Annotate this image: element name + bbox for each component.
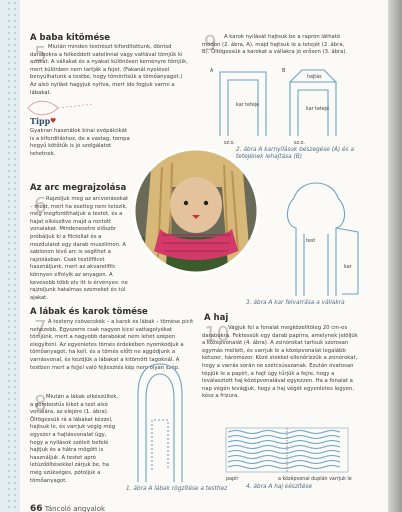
fig2-label-sz-o-2: sz.o.: [294, 141, 305, 146]
section-title-legs: A lábak és karok tömése: [30, 307, 148, 317]
fig4-label-papir: papír: [226, 477, 239, 482]
fig2-label-hajtas: hajtás: [307, 75, 322, 80]
section-title-hair: A haj: [204, 313, 229, 323]
step-number-9: 9: [204, 31, 217, 55]
fig2-label-sz-o-1: sz.o.: [224, 141, 235, 146]
figure-3-caption: 3. ábra A kar felvarrása a vállakra: [246, 300, 345, 306]
fig3-label-kar: kar: [344, 265, 352, 270]
step7-text: A testeny csövecskék – a karok és lábak – tömése picit nehezebb. Egyszerre csak nagyon kicsi vattagolyókat tömjünk, mert a nagyobb darabokat nem lehet szépen elegyíteni. Az egyenletes tömés érdekében nyomkodjuk a tömőanyagot, ha kell, és a tömés előtt ne aggódjunk a varrásvonal, és kezdjük a lábakat a kitömött tagoknál. A testben mert a fejjel való fejlesztés kép nem olyan szép.: [30, 319, 194, 371]
section-title-face: Az arc megrajzolása: [30, 183, 127, 193]
page-edge: [388, 0, 402, 512]
step8-text: Miután a lábak elkészültek, a gombostűs kiket a test alsó vonalára, az elejére (1. ábra). Öltögessük rá a lábakat kézzel, hajtsuk le, és varrjuk végig még egyszer a hajtásvonalat úgy, hogy a nyílások széleit befelé hajtjuk és a hátra mögött is használjuk. A testet apró letúzőöltésekkel zárjuk be, ha még szükséges, pótoljuk a tömőanyagot.: [30, 394, 119, 484]
page-footer: [30, 504, 105, 512]
left-decor-strip: [0, 0, 20, 512]
step-number-5: 5: [34, 42, 47, 66]
step-number-8: 8: [34, 391, 47, 415]
page-number: 66: [30, 504, 43, 512]
figure-2-diagram: [206, 66, 346, 146]
step9-text: A karok nyílását hajtsuk be a raprón láthatő módon (2. ábra, A), majd hajtsuk le a tetejét (2. ábra, B). Öltögessük a karokat a vállakra jó erősen (3. ábra).: [202, 34, 348, 56]
step6-text: Rajzoljuk meg az arcvonásokat – most, mert ha esetleg nem tetszik, még megfordíthatjuk a testet, és a hajat elkészítve majd a rontott vonalakat. Mindenesetre először próbáljuk ki a filctollat és a mozdulatot egy darab muszlimon. A sablonon lévő arc is segíthet a rajzolásban. Csak textilfilcet használjunk, mert az akvarellfilc könnyen elfolyik az anyagon. A kevesebb több elv itt is érvényes: ne rajzoljunk hatalmas szemeket és túl ajakat.: [30, 196, 129, 300]
book-title: Táncoló angyalok: [44, 505, 106, 512]
fig2-label-kar-teteje-1: kar teteje: [236, 103, 260, 108]
fig4-label-kozepvonal: a középvonal duplán varrjuk le: [278, 477, 352, 482]
tip-title: Tipp: [30, 116, 51, 126]
section-title-body: A baba kitömése: [30, 33, 111, 43]
figure-3-diagram: [266, 168, 366, 300]
step-number-10: 10: [204, 322, 230, 346]
step-number-7: 7: [34, 316, 47, 340]
fig2-label-b: B: [282, 69, 286, 74]
step5-text: Miután minden testrészt kifordítottunk, döntsd darabokra a felkeddett vatelinnal vagy vattával tömjük ki azokat. A vállakat és a nyakat különösen keményre tömjük, mert különben nem tartják a fejet. (Fakanál nyelével benyúlhatunk a testbe, hogy tömörítsük a tömőanyagot.) Az alsó nyílást hagyjuk nyitva, mert ide fogjuk varrni a lábakat.: [30, 44, 188, 96]
figure-4-diagram: [222, 424, 358, 488]
figure-2-caption: 2. ábra A karnyílások beszegése (A) és a tetejének lehajtása (B): [236, 147, 354, 160]
step-number-6: 6: [34, 193, 47, 217]
heart-icon: ♥: [50, 117, 57, 125]
doll-photo: [132, 147, 260, 275]
fig3-label-test: test: [306, 239, 316, 244]
tip-text: Gyakran használok kínai evőpálcikát is a kifordításhoz, de a vastag, tompa hegyű kötőtűk is jó szolgálatot tehetnek.: [30, 128, 130, 157]
figure-1-caption: 1. ábra A lábak rögzítése a testhez: [126, 486, 228, 492]
figure-1-diagram: [120, 360, 200, 488]
fig2-label-a: A: [210, 69, 214, 74]
figure-4-caption: 4. ábra A haj készítése: [246, 484, 312, 490]
step10-text: Vágjuk fel a fonalat megközelítőleg 20 cm-es darabokra. Fektessük egy darab papírra, amelynek jelöljük a középvonalát (4. ábra). A zsinórokat tartsuk szorosan egymás mellett, és varrjuk le a középvonalat legalább kétszer, háromszor. Közé stekkel ellenőrizzük a zsinórokat, hogy a varrás során ne szétcsússzanak. Ezután óvatosan tépjük le a papírt, a hajt úgy tűrjük a fejre, hogy a leválasztott haj középvonalával egyezzen. Ha a fonalat a nap végén levágjuk, hogy a haj végét egyenletes legyen, kész a frizura.: [202, 325, 358, 400]
fig2-label-kar-teteje-2: kar teteje: [306, 107, 330, 112]
